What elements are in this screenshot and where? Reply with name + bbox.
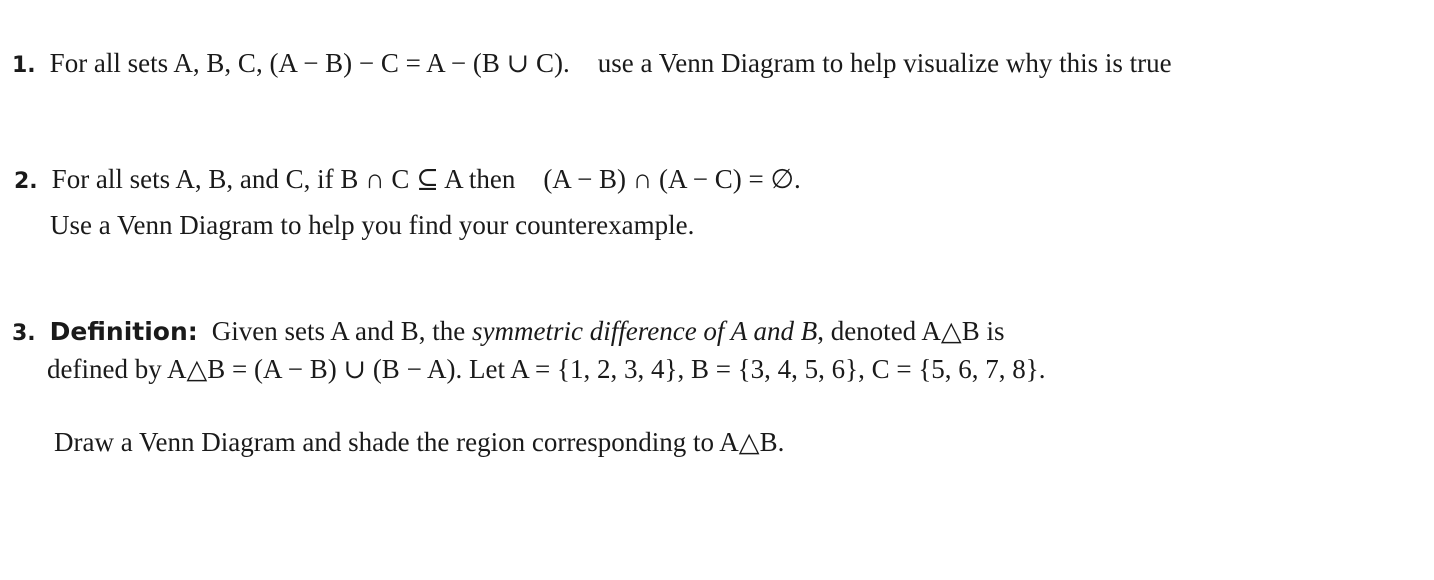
problem-3-line-3 — [54, 425, 784, 459]
problem-1-instruction: use a Venn Diagram to help visualize why this is true — [597, 48, 1172, 78]
problem-3-text-a: Given sets A and B, the — [211, 316, 473, 346]
definition-term: Definition: — [49, 317, 198, 346]
problem-2-line-1 — [14, 162, 801, 199]
problem-1-number: 1. — [12, 53, 36, 78]
problem-2-instruction: Use a Venn Diagram to help you find your counterexample. — [50, 210, 695, 240]
problem-1-statement: For all sets A, B, C, (A − B) − C = A − (B ∪ C). — [49, 48, 570, 78]
problem-3-text-b: , denoted A△B is — [817, 316, 1005, 346]
problem-2-line-2 — [50, 208, 694, 242]
problem-2-number: 2. — [14, 169, 38, 194]
symmetric-difference-term: symmetric difference of A and B — [472, 316, 818, 346]
problem-3-definition-and-sets: defined by A△B = (A − B) ∪ (B − A). Let A = {1, 2, 3, 4}, B = {3, 4, 5, 6}, C = {5, 6, 7, 8}. — [47, 354, 1046, 384]
problem-3-line-1 — [12, 314, 1004, 351]
problem-3-instruction: Draw a Venn Diagram and shade the region corresponding to A△B. — [54, 427, 785, 457]
problem-3-line-2 — [47, 352, 1046, 386]
problem-3-number: 3. — [12, 321, 36, 346]
problem-1-line-1 — [12, 46, 1172, 83]
problem-2-conclusion: (A − B) ∩ (A − C) = ∅. — [543, 164, 801, 194]
problem-2-hypothesis: For all sets A, B, and C, if B ∩ C ⊆ A then — [51, 164, 516, 194]
